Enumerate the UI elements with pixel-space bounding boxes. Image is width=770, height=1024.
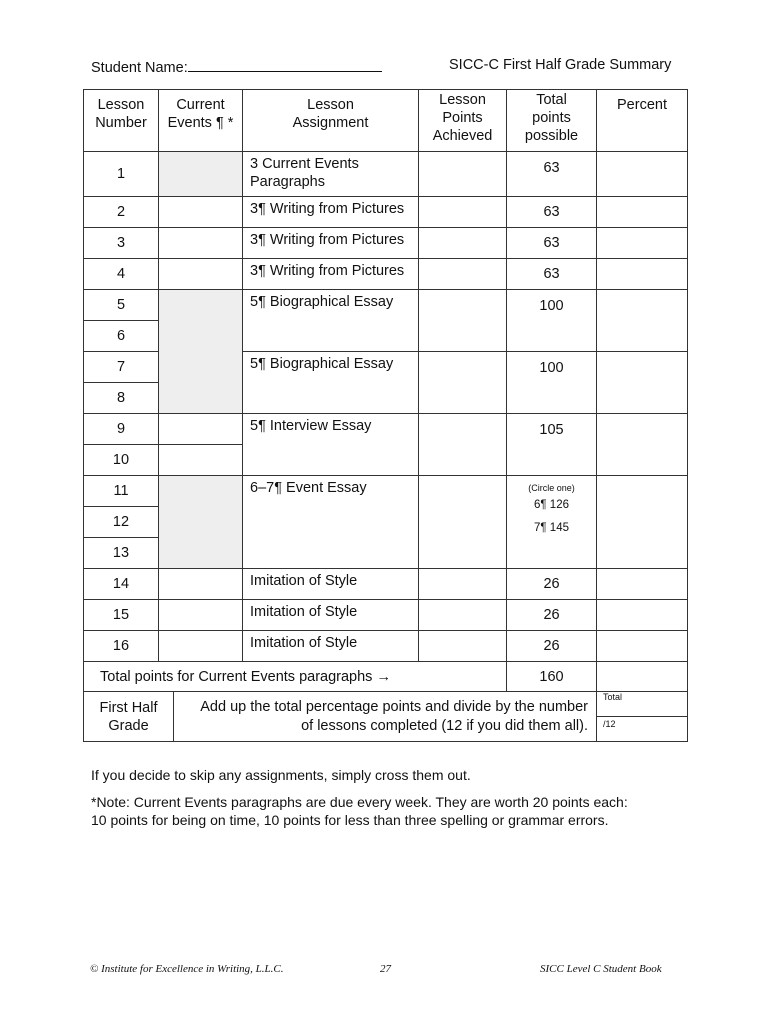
total-points-possible: 100 xyxy=(507,290,597,352)
footer-page-number: 27 xyxy=(380,963,391,975)
col-header-points-achieved: Lesson Points Achieved xyxy=(419,90,507,152)
skip-note: If you decide to skip any assignments, simply cross them out. xyxy=(91,767,471,783)
current-events-cell[interactable] xyxy=(159,600,243,631)
table-row xyxy=(84,631,688,662)
lesson-number: 11 xyxy=(84,476,159,507)
footer-copyright: © Institute for Excellence in Writing, L.L.C. xyxy=(90,963,284,975)
lesson-assignment: 6–7¶ Event Essay xyxy=(243,476,419,569)
current-events-note: *Note: Current Events paragraphs are due every week. They are worth 20 points each: 10 points for being on time, 10 points for less than three spelling or grammar errors. xyxy=(91,794,628,828)
total-points-possible: 63 xyxy=(507,228,597,259)
total-points-possible: 63 xyxy=(507,259,597,290)
table-row xyxy=(84,197,688,228)
current-events-total-label: Total points for Current Events paragraphs → xyxy=(84,662,507,692)
first-half-divisor-cell[interactable]: /12 xyxy=(597,717,688,742)
total-points-possible: 63 xyxy=(507,197,597,228)
percent-cell[interactable] xyxy=(597,600,688,631)
percent-cell[interactable] xyxy=(597,414,688,476)
percent-cell[interactable] xyxy=(597,290,688,352)
table-row xyxy=(84,600,688,631)
total-points-possible: 26 xyxy=(507,600,597,631)
current-events-cell[interactable] xyxy=(159,569,243,600)
lesson-assignment: Imitation of Style xyxy=(243,569,419,600)
percent-cell[interactable] xyxy=(597,152,688,197)
lesson-number: 2 xyxy=(84,197,159,228)
lesson-number: 14 xyxy=(84,569,159,600)
col-header-total-possible: Total points possible xyxy=(507,90,597,152)
lesson-number: 16 xyxy=(84,631,159,662)
lesson-assignment: 3 Current Events Paragraphs xyxy=(243,152,419,197)
current-events-cell[interactable] xyxy=(159,228,243,259)
lesson-assignment: 3¶ Writing from Pictures xyxy=(243,228,419,259)
percent-cell[interactable] xyxy=(597,228,688,259)
lesson-number: 15 xyxy=(84,600,159,631)
points-achieved-cell[interactable] xyxy=(419,290,507,352)
lesson-number: 10 xyxy=(84,445,159,476)
lesson-number: 5 xyxy=(84,290,159,321)
col-header-percent: Percent xyxy=(597,90,688,152)
student-name-field[interactable] xyxy=(91,57,382,76)
lesson-number: 8 xyxy=(84,383,159,414)
lesson-number: 1 xyxy=(84,152,159,197)
points-option-6-paragraph[interactable]: 6¶ 126 xyxy=(534,499,569,511)
current-events-total-row xyxy=(84,662,688,692)
points-achieved-cell[interactable] xyxy=(419,152,507,197)
current-events-cell xyxy=(159,476,243,569)
percent-cell[interactable] xyxy=(597,476,688,569)
percent-cell[interactable] xyxy=(597,352,688,414)
points-achieved-cell[interactable] xyxy=(419,414,507,476)
col-header-current-events: Current Events ¶ * xyxy=(159,90,243,152)
current-events-cell[interactable] xyxy=(159,414,243,445)
first-half-instructions: Add up the total percentage points and divide by the number of lessons completed (12 if you did them all). xyxy=(174,692,597,742)
current-events-cell[interactable] xyxy=(159,197,243,228)
student-name-line[interactable] xyxy=(188,57,382,72)
table-row xyxy=(84,152,688,197)
points-achieved-cell[interactable] xyxy=(419,352,507,414)
points-achieved-cell[interactable] xyxy=(419,476,507,569)
current-events-cell xyxy=(159,152,243,197)
current-events-cell xyxy=(159,290,243,414)
lesson-number: 13 xyxy=(84,538,159,569)
current-events-total-points: 160 xyxy=(507,662,597,692)
table-row xyxy=(84,228,688,259)
points-achieved-cell[interactable] xyxy=(419,569,507,600)
table-row xyxy=(84,476,688,507)
first-half-total-cell[interactable]: Total xyxy=(597,692,688,717)
lesson-number: 9 xyxy=(84,414,159,445)
points-choice-cell xyxy=(507,476,597,569)
lesson-assignment: Imitation of Style xyxy=(243,631,419,662)
percent-cell[interactable] xyxy=(597,259,688,290)
points-achieved-cell[interactable] xyxy=(419,259,507,290)
points-achieved-cell[interactable] xyxy=(419,197,507,228)
points-achieved-cell[interactable] xyxy=(419,600,507,631)
lesson-assignment: 3¶ Writing from Pictures xyxy=(243,259,419,290)
total-points-possible: 26 xyxy=(507,631,597,662)
current-events-cell[interactable] xyxy=(159,631,243,662)
total-points-possible: 63 xyxy=(507,152,597,197)
points-achieved-cell[interactable] xyxy=(419,631,507,662)
total-points-possible: 26 xyxy=(507,569,597,600)
current-events-total-blank xyxy=(597,662,688,692)
circle-one-note: (Circle one) xyxy=(528,483,575,493)
current-events-cell[interactable] xyxy=(159,445,243,476)
footer-book-title: SICC Level C Student Book xyxy=(540,963,662,975)
current-events-cell[interactable] xyxy=(159,259,243,290)
table-row xyxy=(84,414,688,445)
lesson-assignment: 5¶ Biographical Essay xyxy=(243,352,419,414)
student-name-label: Student Name: xyxy=(91,60,188,76)
grade-summary-table xyxy=(83,89,688,742)
total-points-possible: 105 xyxy=(507,414,597,476)
page-title: SICC-C First Half Grade Summary xyxy=(449,57,672,73)
table-row xyxy=(84,290,688,321)
lesson-number: 6 xyxy=(84,321,159,352)
table-row xyxy=(84,259,688,290)
percent-cell[interactable] xyxy=(597,197,688,228)
lesson-number: 12 xyxy=(84,507,159,538)
lesson-number: 4 xyxy=(84,259,159,290)
percent-cell[interactable] xyxy=(597,631,688,662)
lesson-assignment: 5¶ Interview Essay xyxy=(243,414,419,476)
table-row xyxy=(84,569,688,600)
first-half-grade-row xyxy=(84,692,688,717)
table-header-row xyxy=(84,90,688,152)
lesson-number: 3 xyxy=(84,228,159,259)
col-header-lesson-number: Lesson Number xyxy=(84,90,159,152)
points-option-7-paragraph[interactable]: 7¶ 145 xyxy=(534,522,569,534)
percent-cell[interactable] xyxy=(597,569,688,600)
col-header-lesson-assignment: Lesson Assignment xyxy=(243,90,419,152)
first-half-grade-label: First Half Grade xyxy=(84,692,174,742)
lesson-assignment: Imitation of Style xyxy=(243,600,419,631)
lesson-assignment: 3¶ Writing from Pictures xyxy=(243,197,419,228)
lesson-number: 7 xyxy=(84,352,159,383)
total-points-possible: 100 xyxy=(507,352,597,414)
points-achieved-cell[interactable] xyxy=(419,228,507,259)
lesson-assignment: 5¶ Biographical Essay xyxy=(243,290,419,352)
